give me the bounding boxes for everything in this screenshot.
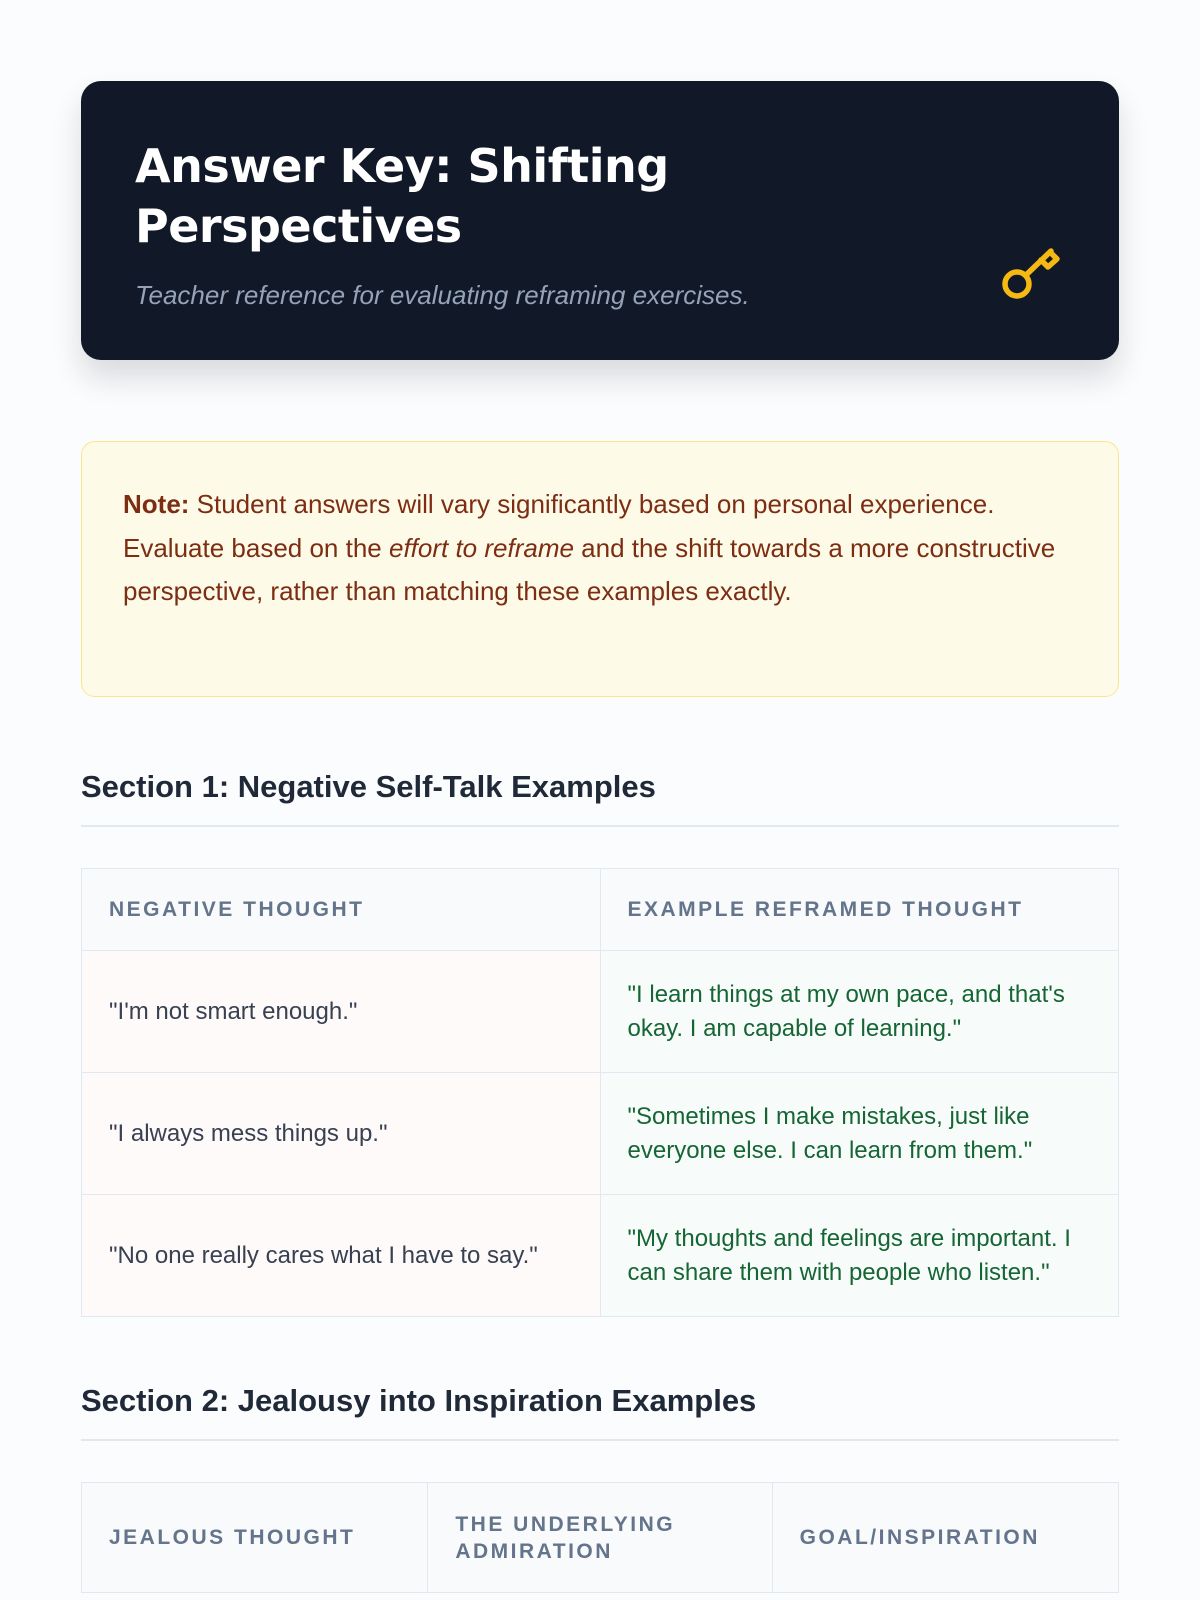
- section-1-heading: Section 1: Negative Self-Talk Examples: [81, 767, 1119, 827]
- column-header-negative-thought: NEGATIVE THOUGHT: [82, 869, 601, 951]
- key-icon: [1001, 243, 1063, 305]
- page-title: Answer Key: Shifting Perspectives: [135, 139, 669, 253]
- negative-thought-cell: "No one really cares what I have to say.": [82, 1195, 601, 1317]
- column-header-jealous-thought: JEALOUS THOUGHT: [82, 1483, 428, 1593]
- table-header-row: [82, 1483, 1119, 1593]
- negative-thought-cell: "I'm not smart enough.": [82, 951, 601, 1073]
- table-row: [82, 1195, 1119, 1317]
- negative-thought-cell: "I always mess things up.": [82, 1073, 601, 1195]
- section-2-heading: Section 2: Jealousy into Inspiration Examples: [81, 1381, 1119, 1441]
- table-row: [82, 1073, 1119, 1195]
- note-text-before: Student answers will vary significantly based on personal experience. Evaluate based on the: [123, 489, 995, 563]
- note-emphasis: effort to reframe: [388, 532, 574, 563]
- note-box: [81, 441, 1119, 697]
- self-talk-table: [81, 868, 1119, 1317]
- header-card: [81, 81, 1119, 360]
- column-header-reframed-thought: EXAMPLE REFRAMED THOUGHT: [600, 869, 1119, 951]
- reframed-thought-cell: "My thoughts and feelings are important. I can share them with people who listen.": [600, 1195, 1119, 1317]
- page-subtitle: Teacher reference for evaluating reframing exercises.: [135, 280, 750, 310]
- table-header-row: [82, 869, 1119, 951]
- note-text-after: and the shift towards a more constructive perspective, rather than matching these examples exactly.: [123, 532, 1056, 606]
- column-header-goal-inspiration: GOAL/INSPIRATION: [772, 1483, 1118, 1593]
- reframed-thought-cell: "Sometimes I make mistakes, just like everyone else. I can learn from them.": [600, 1073, 1119, 1195]
- note-label: Note:: [123, 489, 190, 519]
- column-header-underlying-admiration: THE UNDERLYING ADMIRATION: [428, 1483, 772, 1593]
- jealousy-table: [81, 1482, 1119, 1593]
- table-row: [82, 951, 1119, 1073]
- reframed-thought-cell: "I learn things at my own pace, and that's okay. I am capable of learning.": [600, 951, 1119, 1073]
